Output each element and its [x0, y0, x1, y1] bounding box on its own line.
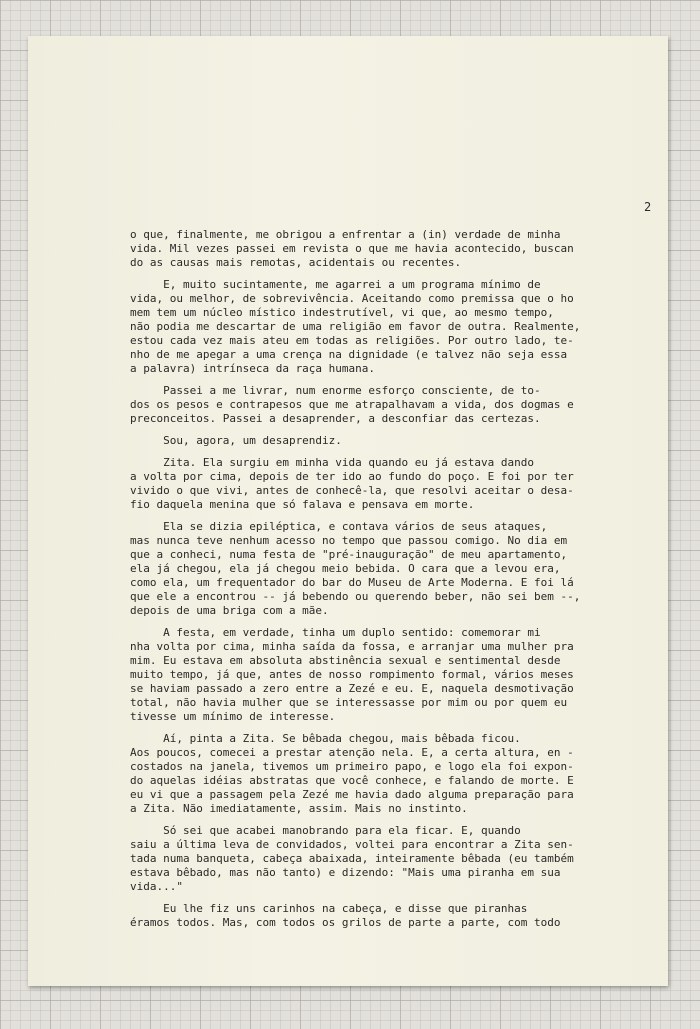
paragraph — [130, 278, 660, 376]
text-line: éramos todos. Mas, com todos os grilos de parte a parte, com todo — [130, 916, 561, 929]
paragraph — [130, 434, 660, 448]
text-line: se haviam passado a zero entre a Zezé e eu. E, naquela desmotivação — [130, 682, 574, 695]
text-line: muito tempo, já que, antes de nosso rompimento formal, vários meses — [130, 668, 574, 681]
text-line: tivesse um mínimo de interesse. — [130, 710, 336, 723]
paragraph — [130, 626, 660, 724]
text-line: vivido o que vivi, antes de conhecê-la, que resolvi aceitar o desa- — [130, 484, 574, 497]
text-line: Aí, pinta a Zita. Se bêbada chegou, mais bêbada ficou. — [130, 732, 521, 745]
text-line: a Zita. Não imediatamente, assim. Mais no instinto. — [130, 802, 468, 815]
text-line: saiu a última leva de convidados, voltei para encontrar a Zita sen- — [130, 838, 574, 851]
paragraph — [130, 456, 660, 512]
text-line: mim. Eu estava em absoluta abstinência sexual e sentimental desde — [130, 654, 561, 667]
text-line: mas nunca teve nenhum acesso no tempo que passou comigo. No dia em — [130, 534, 568, 547]
paragraph — [130, 384, 660, 426]
text-line: nho de me apegar a uma crença na dignidade (e talvez não seja essa — [130, 348, 568, 361]
paragraph — [130, 902, 660, 930]
text-line: do aquelas idéias abstratas que você conhece, e falando de morte. E — [130, 774, 574, 787]
text-line: do as causas mais remotas, acidentais ou recentes. — [130, 256, 462, 269]
body-text — [130, 228, 660, 930]
text-line: que a conheci, numa festa de "pré-inauguração" de meu apartamento, — [130, 548, 568, 561]
paragraph — [130, 732, 660, 816]
text-line: depois de uma briga com a mãe. — [130, 604, 329, 617]
text-line: vida. Mil vezes passei em revista o que me havia acontecido, buscan — [130, 242, 574, 255]
text-line: A festa, em verdade, tinha um duplo sentido: comemorar mi — [130, 626, 541, 639]
paragraph — [130, 824, 660, 894]
text-line: Ela se dizia epiléptica, e contava vários de seus ataques, — [130, 520, 548, 533]
text-line: mem tem um núcleo místico indestrutível, vi que, ao mesmo tempo, — [130, 306, 554, 319]
text-line: o que, finalmente, me obrigou a enfrentar a (in) verdade de minha — [130, 228, 561, 241]
text-line: Sou, agora, um desaprendiz. — [130, 434, 342, 447]
text-line: fio daquela menina que só falava e pensava em morte. — [130, 498, 475, 511]
text-line: tada numa banqueta, cabeça abaixada, inteiramente bêbada (eu também — [130, 852, 574, 865]
text-line: Zita. Ela surgiu em minha vida quando eu já estava dando — [130, 456, 534, 469]
text-line: não podia me descartar de uma religião em favor de outra. Realmente, — [130, 320, 581, 333]
paragraph — [130, 520, 660, 618]
paragraph — [130, 228, 660, 270]
text-line: que ele a encontrou -- já bebendo ou querendo beber, não sei bem --, — [130, 590, 581, 603]
typewritten-page — [28, 36, 668, 986]
text-line: preconceitos. Passei a desaprender, a desconfiar das certezas. — [130, 412, 541, 425]
text-line: Passei a me livrar, num enorme esforço consciente, de to- — [130, 384, 541, 397]
text-line: estava bêbado, mas não tanto) e dizendo: "Mais uma piranha em sua — [130, 866, 561, 879]
text-line: Aos poucos, comecei a prestar atenção nela. E, a certa altura, en - — [130, 746, 574, 759]
text-line: Só sei que acabei manobrando para ela ficar. E, quando — [130, 824, 521, 837]
text-line: vida..." — [130, 880, 183, 893]
text-line: ela já chegou, ela já chegou meio bebida. O cara que a levou era, — [130, 562, 561, 575]
text-line: a volta por cima, depois de ter ido ao fundo do poço. E foi por ter — [130, 470, 574, 483]
text-line: vida, ou melhor, de sobrevivência. Aceitando como premissa que o ho — [130, 292, 574, 305]
text-line: costados na janela, tivemos um primeiro papo, e logo ela foi expon- — [130, 760, 574, 773]
text-line: a palavra) intrínseca da raça humana. — [130, 362, 376, 375]
text-line: como ela, um frequentador do bar do Museu de Arte Moderna. E foi lá — [130, 576, 574, 589]
text-line: estou cada vez mais ateu em todas as religiões. Por outro lado, te- — [130, 334, 574, 347]
text-line: dos os pesos e contrapesos que me atrapalhavam a vida, dos dogmas e — [130, 398, 574, 411]
text-line: eu vi que a passagem pela Zezé me havia dado alguma preparação para — [130, 788, 574, 801]
text-line: E, muito sucintamente, me agarrei a um programa mínimo de — [130, 278, 541, 291]
text-line: nha volta por cima, minha saída da fossa, e arranjar uma mulher pra — [130, 640, 574, 653]
text-line: Eu lhe fiz uns carinhos na cabeça, e disse que piranhas — [130, 902, 528, 915]
page-number: 2 — [644, 200, 652, 214]
text-line: total, não havia mulher que se interessasse por mim ou por quem eu — [130, 696, 568, 709]
